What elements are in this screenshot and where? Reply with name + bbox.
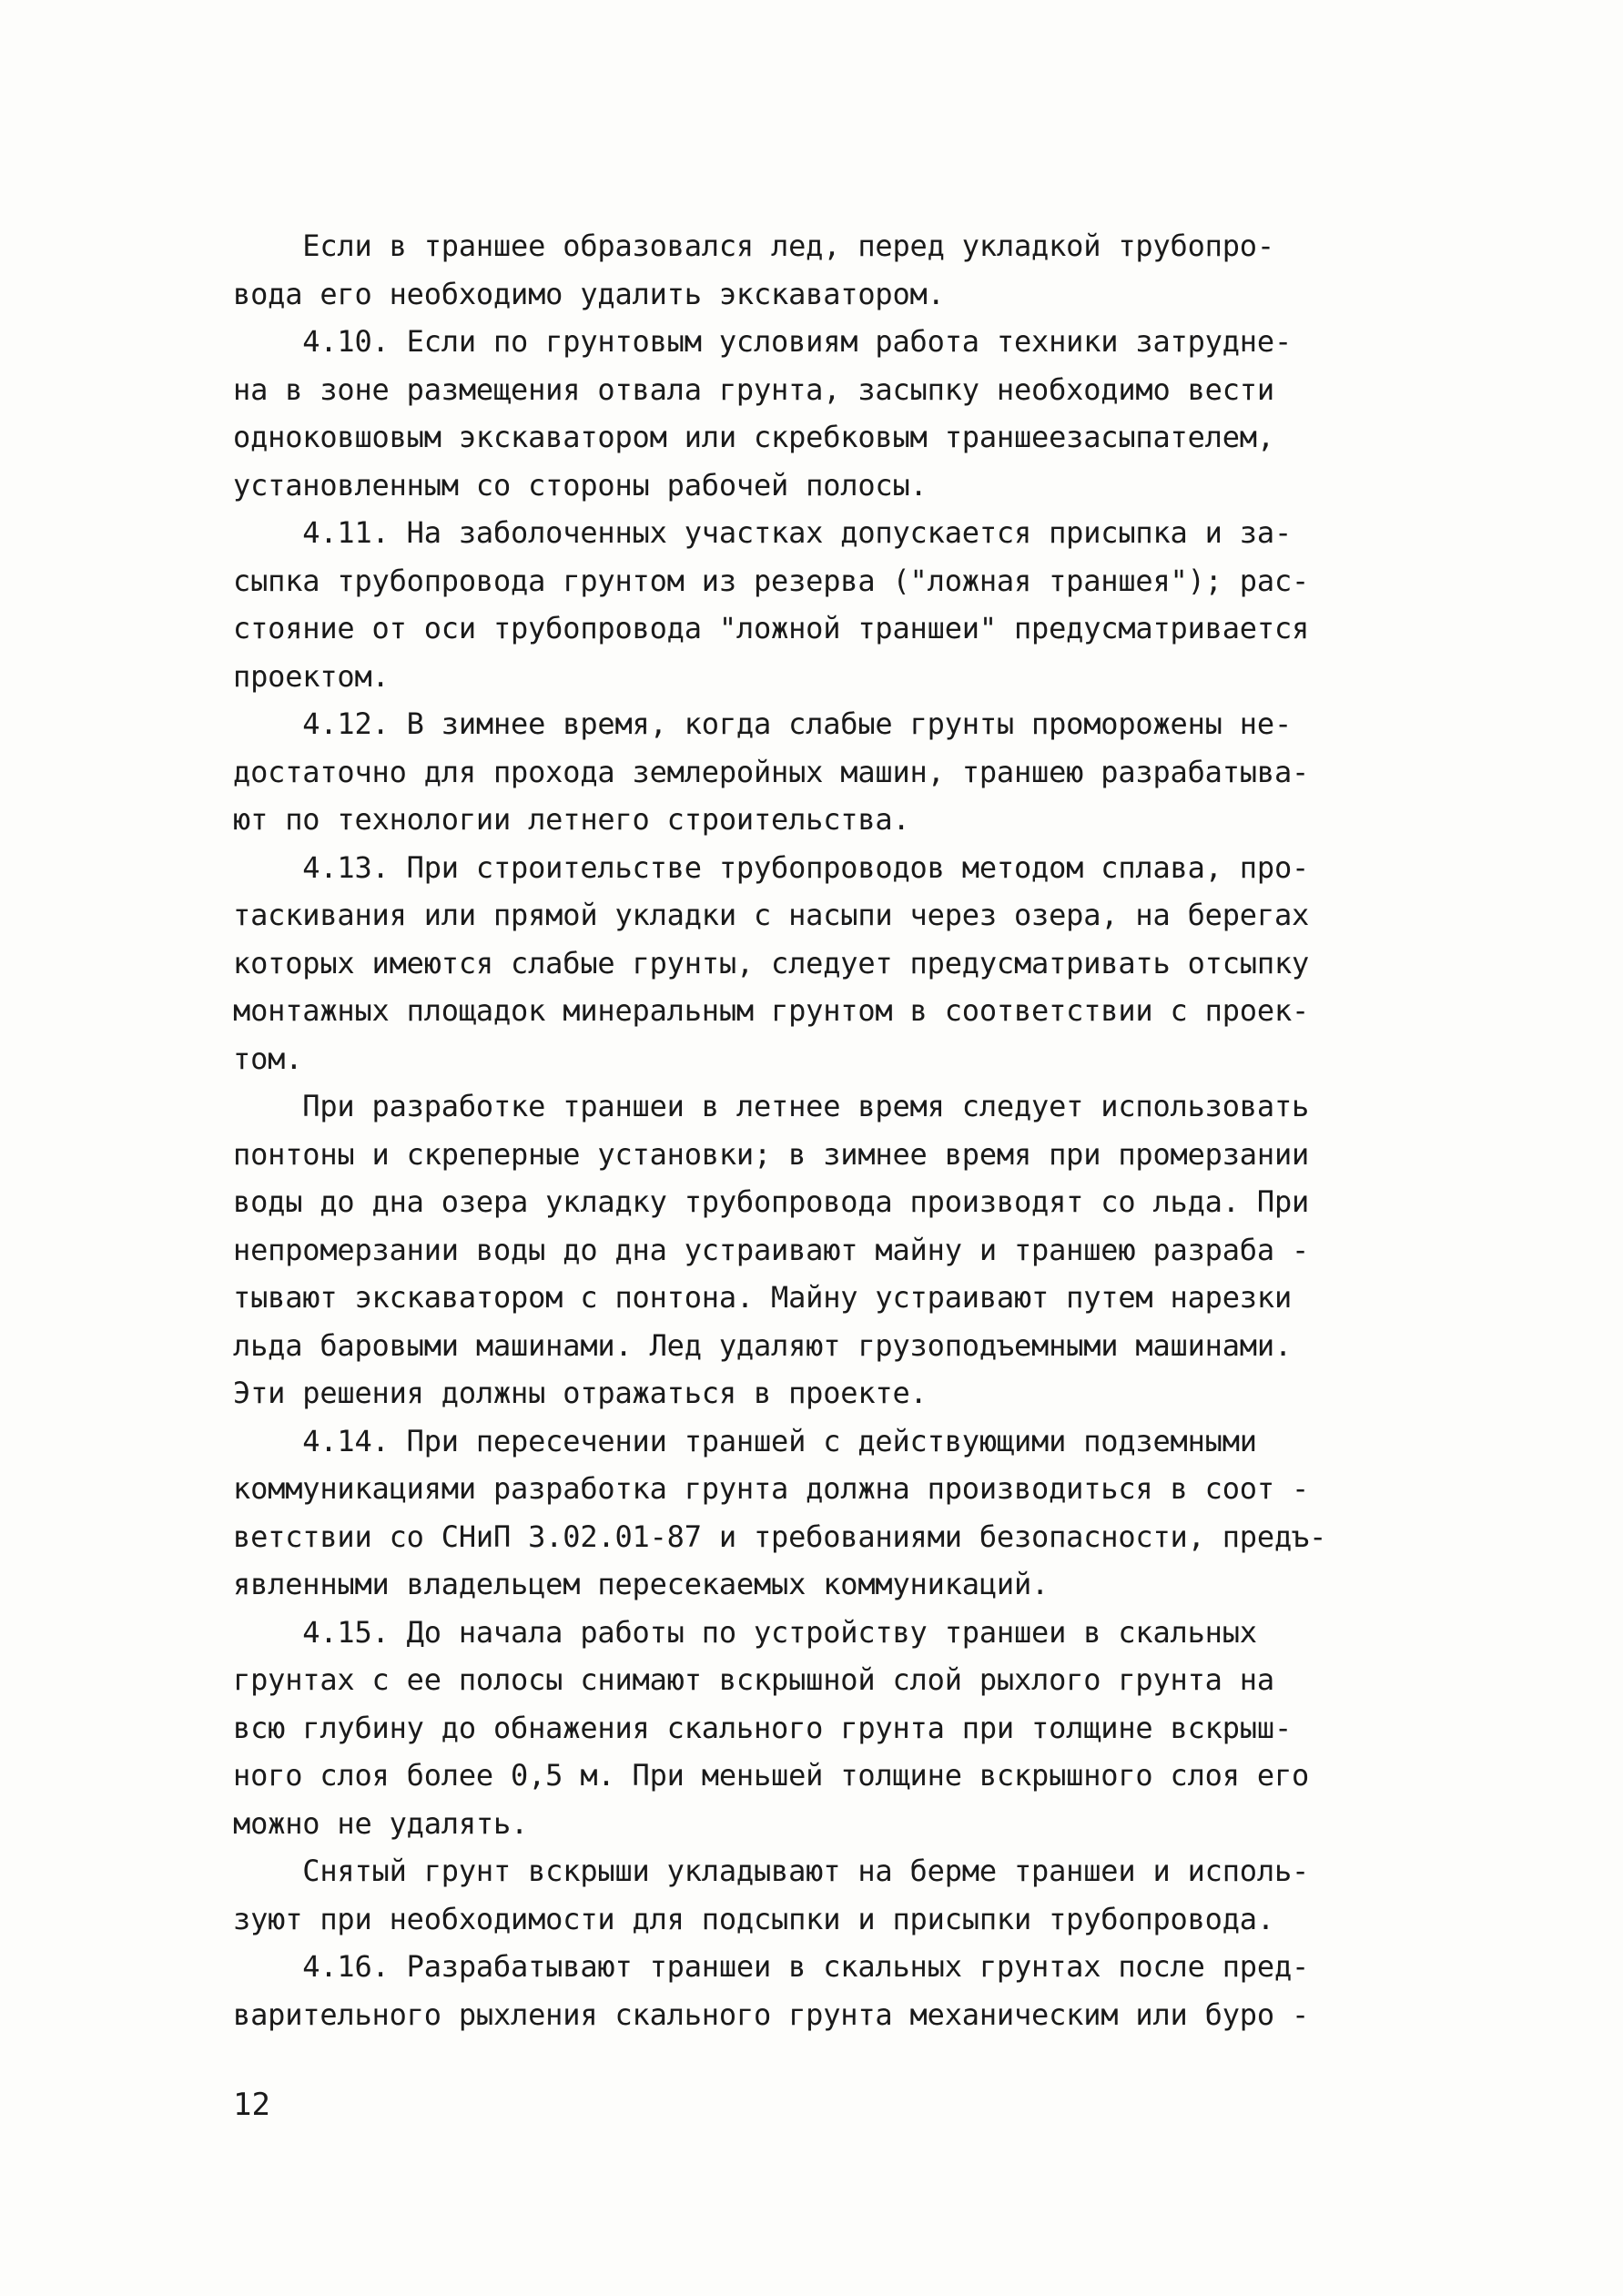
text-line: можно не удалять. [233,1805,529,1841]
text-line: вода его необходимо удалить экскаватором. [233,276,945,311]
text-line: варительного рыхления скального грунта механическим или буро - [233,1996,1310,2032]
text-line: таскивания или прямой укладки с насыпи через озера, на берегах [233,898,1310,932]
text-line: стояние от оси трубопровода "ложной траншеи" предусматривается [233,611,1310,645]
text-line: понтоны и скреперные установки; в зимнее время при промерзании [233,1136,1310,1172]
text-line: проектом. [233,658,390,694]
text-line: грунтах с ее полосы снимают вскрышной слой рыхлого грунта на [233,1662,1274,1697]
text-line: ного слоя более 0,5 м. При меньшей толщине вскрышного слоя его [233,1758,1310,1793]
text-line: монтажных площадок минеральным грунтом в соответствии с проек- [233,993,1310,1028]
text-line: 4.15. До начала работы по устройству траншеи в скальных [233,1614,1257,1650]
text-line: ют по технологии летнего строительства. [233,802,910,837]
text-line: При разработке траншеи в летнее время следует использовать [233,1089,1310,1123]
page-number: 12 [233,2087,270,2123]
text-line: сыпка трубопровода грунтом из резерва ("ложная траншея"); рас- [233,563,1310,598]
text-line: которых имеются слабые грунты, следует предусматривать отсыпку [233,945,1310,980]
text-line: установленным со стороны рабочей полосы. [233,467,928,503]
text-line: тывают экскаватором с понтона. Майну устраивают путем нарезки [233,1280,1293,1315]
text-line: Если в траншее образовался лед, перед укладкой трубопро- [233,229,1274,263]
text-line: достаточно для прохода землеройных машин, траншею разрабатыва- [233,754,1310,789]
text-line: Снятый грунт вскрыши укладывают на берме траншеи и исполь- [233,1854,1310,1888]
text-line: льда баровыми машинами. Лед удаляют грузоподъемными машинами. [233,1327,1293,1363]
text-line: Эти решения должны отражаться в проекте. [233,1376,928,1410]
body-text [233,222,1453,2038]
text-line: 4.12. В зимнее время, когда слабые грунты проморожены не- [233,706,1293,741]
text-line: одноковшовым экскаватором или скребковым траншеезасыпателем, [233,420,1274,454]
text-line: 4.11. На заболоченных участках допускается присыпка и за- [233,515,1293,550]
text-line: 4.13. При строительстве трубопроводов методом сплава, про- [233,849,1310,885]
text-line: непромерзании воды до дна устраивают майну и траншею разраба - [233,1232,1310,1267]
text-line: ветствии со СНиП 3.02.01-87 и требованиями безопасности, предъ- [233,1519,1327,1554]
text-line: на в зоне размещения отвала грунта, засыпку необходимо вести [233,371,1274,407]
text-line: всю глубину до обнажения скального грунта при толщине вскрыш- [233,1710,1293,1745]
text-line: 4.14. При пересечении траншей с действующими подземными [233,1423,1257,1458]
text-line: зуют при необходимости для подсыпки и присыпки трубопровода. [233,1901,1274,1936]
text-line: 4.10. Если по грунтовым условиям работа техники затрудне- [233,324,1293,359]
text-line: том. [233,1041,303,1076]
text-line: явленными владельцем пересекаемых коммуникаций. [233,1567,1050,1601]
text-line: воды до дна озера укладку трубопровода производят со льда. При [233,1184,1310,1219]
text-line: коммуникациями разработка грунта должна производиться в соот - [233,1471,1310,1506]
text-line: 4.16. Разрабатывают траншеи в скальных грунтах после пред- [233,1949,1310,1984]
